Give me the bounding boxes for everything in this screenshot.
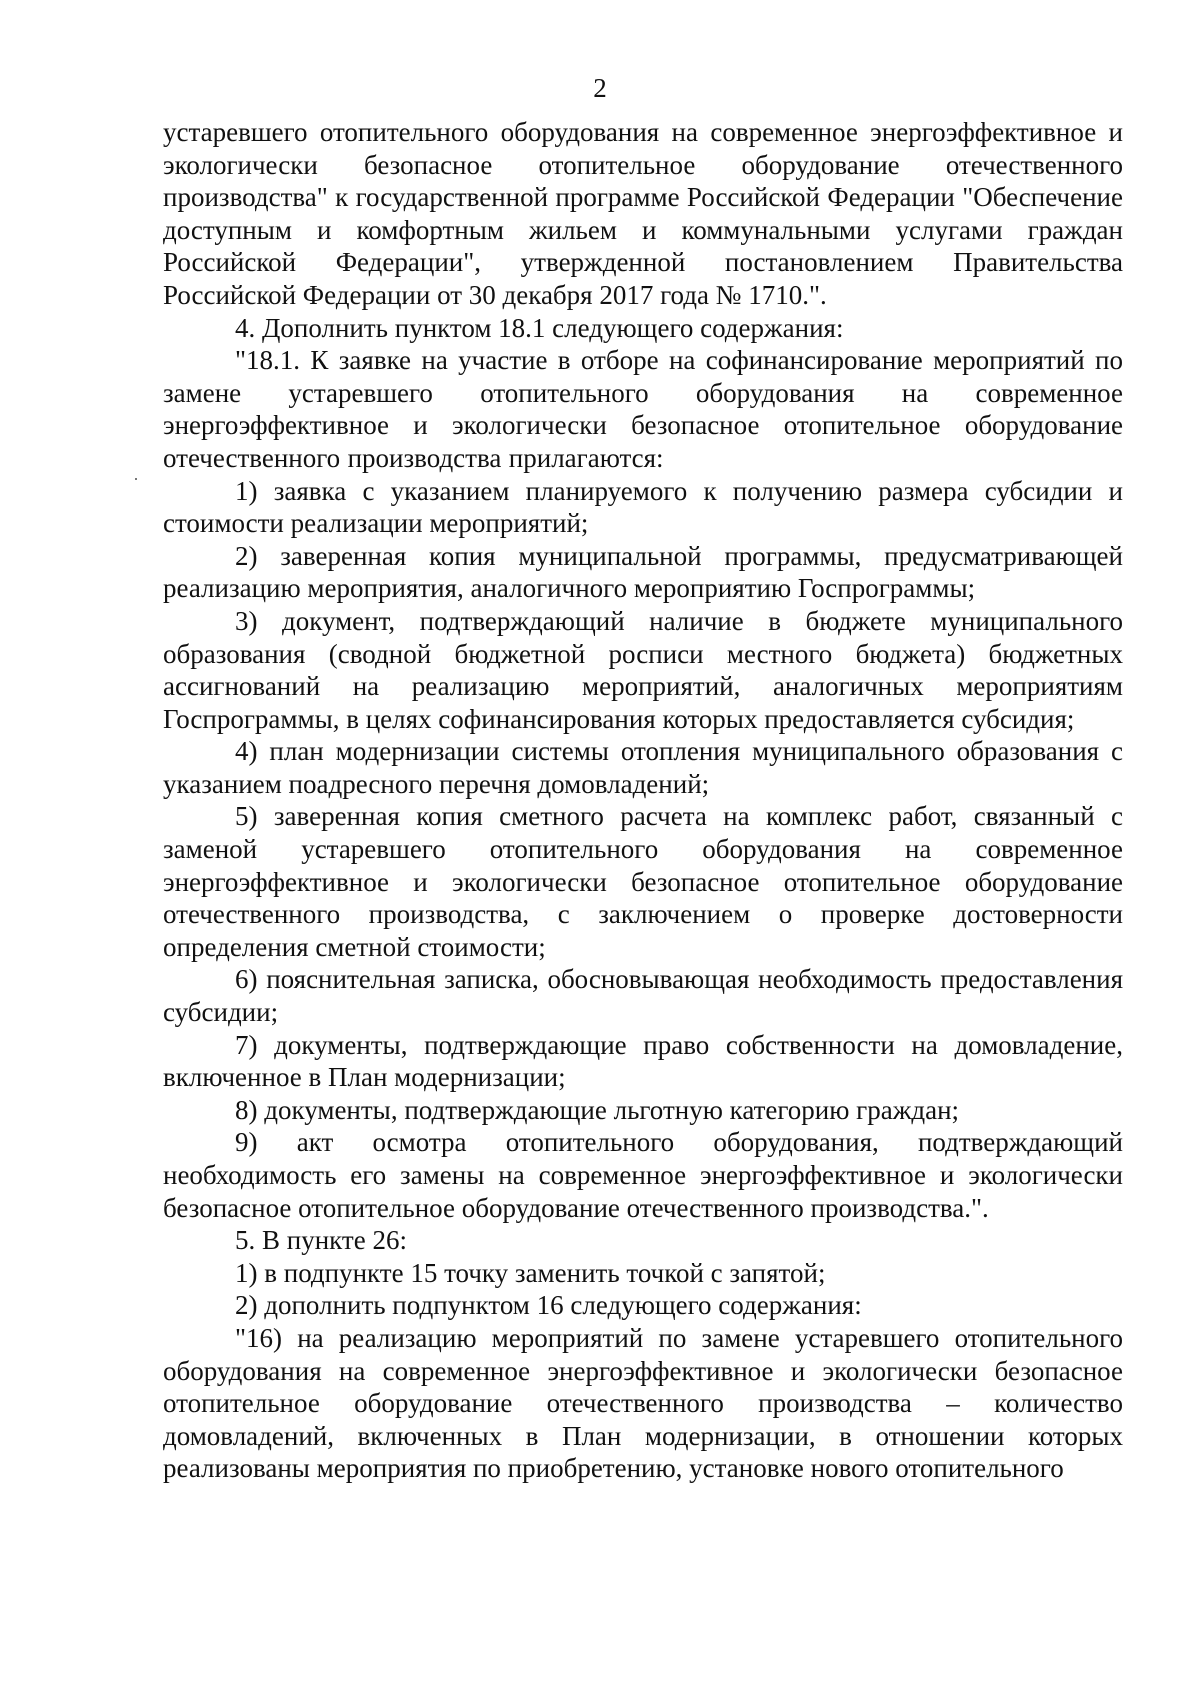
list-item-1: 1) заявка с указанием планируемого к получению размера субсидии и стоимости реализации мероприятий; <box>163 475 1123 539</box>
scan-speck <box>135 478 137 480</box>
sub-item-1: 1) в подпункте 15 точку заменить точкой с запятой; <box>235 1257 826 1288</box>
list-item-5: 5) заверенная копия сметного расчета на комплекс работ, связанный с заменой устаревшего отопительного оборудования на современное энергоэффективное и экологически безопасное отопительное оборудование отечественного производства, с заключением о проверке достоверности определения сметной стоимости; <box>163 801 1123 962</box>
list-item-3: 3) документ, подтверждающий наличие в бюджете муниципального образования (сводной бюджетной росписи местного бюджета) бюджетных ассигнований на реализацию мероприятий, аналогичных мероприятиям Госпрограммы, в целях софинансирования которых предоставляется субсидия; <box>163 605 1123 734</box>
page-number: 2 <box>593 73 607 103</box>
list-item-9: 9) акт осмотра отопительного оборудования, подтверждающий необходимость его замены на современное энергоэффективное и экологически безопасное отопительное оборудование отечественного производства.". <box>163 1127 1123 1223</box>
paragraph-continuation: устаревшего отопительного оборудования на современное энергоэффективное и экологически безопасное отопительное оборудование отечественного производства" к государственной программе Российской Федерации "Обеспечение доступным и комфортным жильем и коммунальными услугами граждан Российской Федерации", утвержденной постановлением Правительства Российской Федерации от 30 декабря 2017 года № 1710.". <box>163 117 1123 310</box>
list-item-8: 8) документы, подтверждающие льготную категорию граждан; <box>235 1094 960 1125</box>
document-body <box>163 116 1123 1485</box>
paragraph-item-18-1: "18.1. К заявке на участие в отборе на софинансирование мероприятий по замене устаревшего отопительного оборудования на современное энергоэффективное и экологически безопасное отопительное оборудование отечественного производства прилагаются: <box>163 345 1123 473</box>
list-item-2: 2) заверенная копия муниципальной программы, предусматривающей реализацию мероприятия, аналогичного мероприятию Госпрограммы; <box>163 540 1123 604</box>
paragraph-item-16: "16) на реализацию мероприятий по замене устаревшего отопительного оборудования на современное энергоэффективное и экологически безопасное отопительное оборудование отечественного производства – количество домовладений, включенных в План модернизации, в отношении которых реализованы мероприятия по приобретению, установке нового отопительного <box>163 1322 1123 1484</box>
sub-item-2: 2) дополнить подпунктом 16 следующего содержания: <box>235 1290 862 1321</box>
list-item-6: 6) пояснительная записка, обосновывающая необходимость предоставления субсидии; <box>163 964 1123 1028</box>
list-item-4: 4) план модернизации системы отопления муниципального образования с указанием поадресного перечня домовладений; <box>163 736 1123 799</box>
list-item-7: 7) документы, подтверждающие право собственности на домовладение, включенное в План модернизации; <box>163 1029 1123 1093</box>
paragraph-item-4: 4. Дополнить пунктом 18.1 следующего содержания: <box>235 312 844 343</box>
paragraph-item-5: 5. В пункте 26: <box>235 1225 407 1256</box>
